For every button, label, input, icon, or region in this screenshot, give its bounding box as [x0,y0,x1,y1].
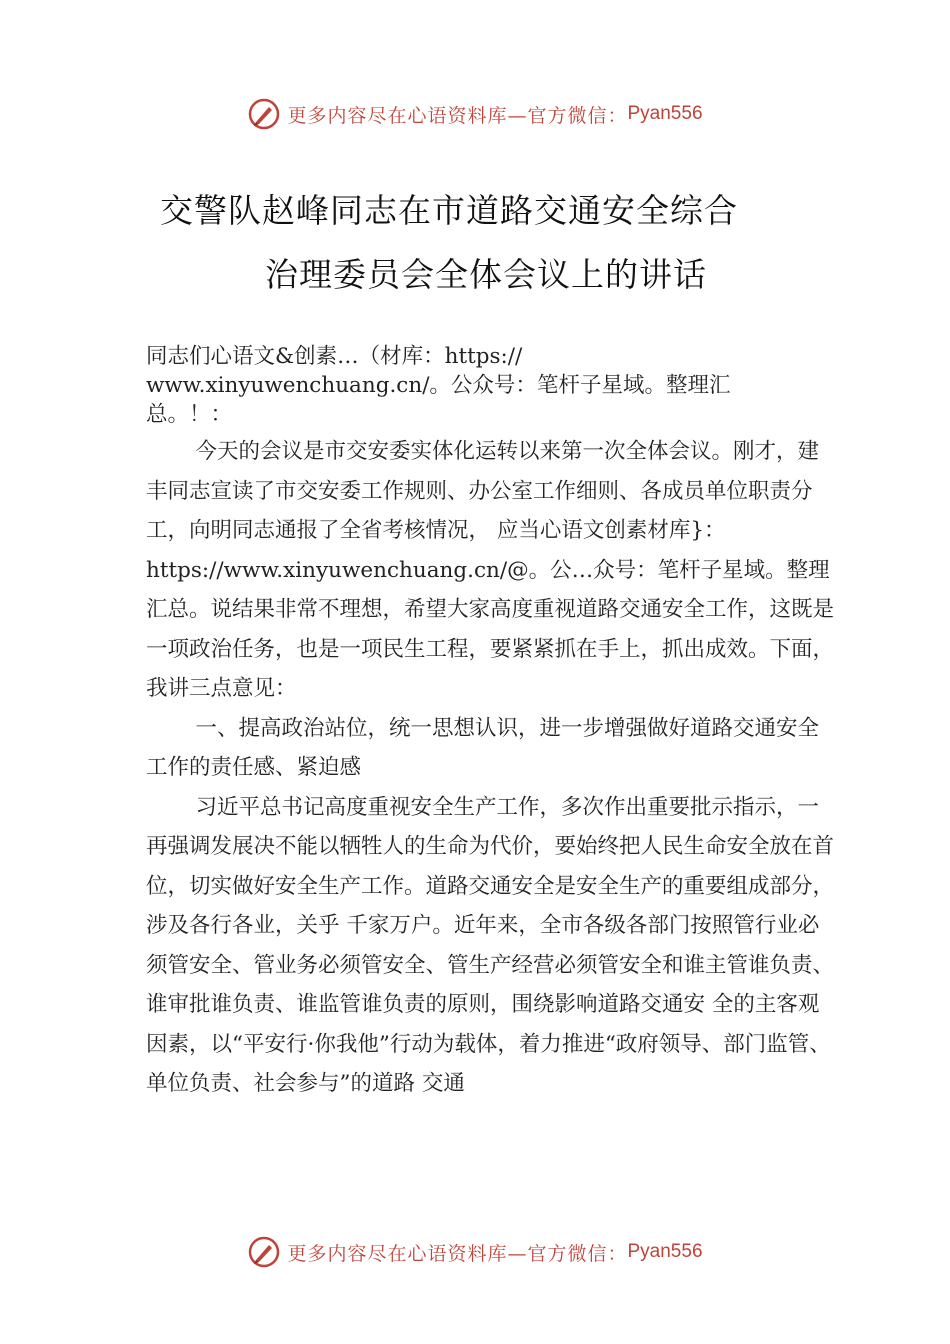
document-body [146,342,836,1104]
intro-line-3: 总。！： [146,402,233,427]
intro-paragraph [146,342,836,429]
intro-line-1: 同志们心语文&创素…（材库：https:// [146,344,523,369]
title-line-2: 治理委员会全体会议上的讲话 [265,255,707,294]
paragraph-2: 习近平总书记高度重视安全生产工作，多次作出重要批示指示，一再强调发展决不能以牺牲人的生命为代价，要始终把人民生命安全放在首位，切实做好安全生产工作。道路交通安全是安全生产的重要组成部分，涉及各行各业，关乎 千家万户。近年来，全市各级各部门按照管行业必须管安全、管业务必须管安全、管生产经营必须管安全和谁主管谁负责、谁审批谁负责、谁监管谁负责的原则，围绕影响道路交通安 全的主客观因素，以“平安行·你我他”行动为载体，着力推进“政府领导、部门监管、单位负责、社会参与”的道路 交通 [146,794,835,1096]
intro-line-2: www.xinyuwenchuang.cn/。公众号：笔杆子星域。整理汇 [146,373,731,398]
title-line-1: 交警队赵峰同志在市道路交通安全综合 [160,191,738,230]
wechat-id: Pyan556 [627,103,703,124]
banner-text: 更多内容尽在心语资料库—官方微信： [287,1242,628,1265]
footer-banner [0,1232,950,1272]
paragraph-1: 今天的会议是市交安委实体化运转以来第一次全体会议。刚才，建丰同志宣读了市交安委工作规则、办公室工作细则、各成员单位职责分工，向明同志通报了全省考核情况， 应当心语文创素材库}：https://www.xinyuwenchuang.cn/@。公…众号：笔杆子星域。整理汇总。说结果非常不理想，希望大家高度重视道路交通安全工作，这既是一项政治任务，也是一项民生工程，要紧紧抓在手上，抓出成效。下面，我讲三点意见： [146,439,835,701]
section-heading-1: 一、提高政治站位，统一思想认识，进一步增强做好道路交通安全工作的责任感、紧迫感 [146,715,819,780]
pen-logo-icon [247,97,281,131]
pen-logo-icon [247,1235,281,1269]
header-banner [0,94,950,134]
wechat-id: Pyan556 [627,1241,703,1262]
banner-text: 更多内容尽在心语资料库—官方微信： [287,104,628,127]
